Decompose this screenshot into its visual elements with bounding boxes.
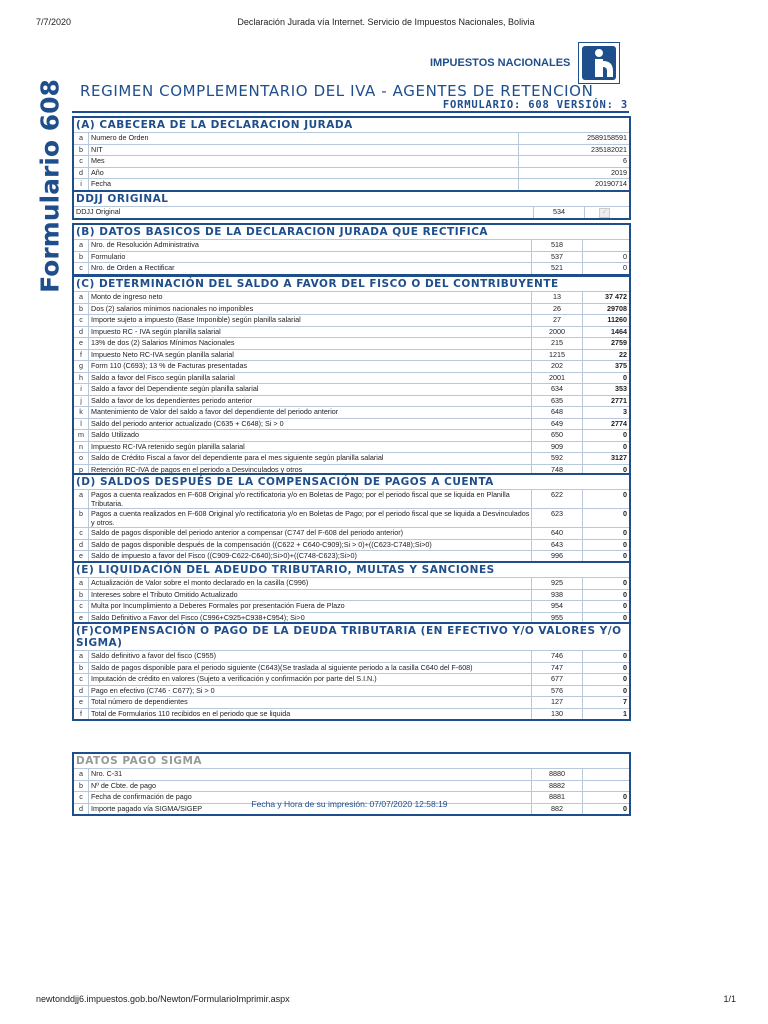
row-letter: a — [79, 578, 83, 587]
row-label: Importe pagado vía SIGMA/SIGEP — [88, 804, 531, 815]
table-row — [74, 178, 629, 190]
section-title: (C) DETERMINACIÓN DEL SALDO A FAVOR DEL FISCO O DEL CONTRIBUYENTE — [76, 278, 559, 290]
row-code: 640 — [531, 528, 582, 539]
table-row — [74, 326, 629, 338]
table-row — [74, 239, 629, 251]
row-letter: e — [79, 612, 83, 622]
table-row — [74, 673, 629, 685]
row-value: 0 — [582, 792, 629, 803]
check-icon: ✓ — [599, 208, 610, 218]
row-label: Importe sujeto a impuesto (Base Imponible) según planilla salarial — [88, 315, 531, 326]
row-code: 648 — [531, 407, 582, 418]
row-label: Intereses sobre el Tributo Omitido Actualizado — [88, 590, 531, 601]
row-value: 20190714 — [518, 179, 629, 190]
row-value: 0 — [582, 373, 629, 384]
row-letter: d — [79, 326, 83, 336]
row-label: Saldo de pagos disponible después de la compensación ((C622 + C640-C909);Si > 0)+((C623-C748);Si>0) — [88, 540, 531, 551]
row-label: Multa por Incumplimiento a Deberes Formales por presentación Fuera de Plazo — [88, 601, 531, 612]
row-code: 996 — [531, 551, 582, 562]
table-row — [74, 155, 629, 167]
row-value: 2019 — [518, 168, 629, 179]
row-label: Retención RC-IVA de pagos en el periodo a Desvinculados y otros — [88, 465, 531, 476]
row-label: Total de Formularios 110 recibidos en el periodo que se liquida — [88, 709, 531, 720]
row-letter: a — [79, 292, 83, 301]
row-code: 27 — [531, 315, 582, 326]
section-a-cabecera — [72, 116, 631, 192]
row-code: 26 — [531, 304, 582, 315]
row-letter: a — [79, 133, 83, 142]
table-row — [74, 291, 629, 303]
row-code: 938 — [531, 590, 582, 601]
row-value: 22 — [582, 350, 629, 361]
row-letter: d — [79, 685, 83, 695]
row-value — [582, 769, 629, 780]
row-value: 0 — [582, 263, 629, 274]
row-value: 0 — [582, 442, 629, 453]
row-label: Saldo a favor del Dependiente según planilla salarial — [88, 384, 531, 395]
row-label: Saldo a favor del Fisco según planilla salarial — [88, 373, 531, 384]
row-value: 0 — [582, 674, 629, 685]
row-code: 8880 — [531, 769, 582, 780]
row-label: Nro. de Orden a Rectificar — [88, 263, 531, 274]
table-row — [74, 508, 629, 527]
row-code: 955 — [531, 613, 582, 624]
row-letter: b — [79, 780, 83, 790]
row-value: 2771 — [582, 396, 629, 407]
section-e-liquidacion — [72, 561, 631, 625]
row-label: Saldo de pagos disponible del periodo anterior a compensar (C747 del F-608 del periodo anterior) — [88, 528, 531, 539]
row-letter: e — [79, 697, 83, 706]
table-row — [74, 360, 629, 372]
row-label: Saldo del periodo anterior actualizado (C635 + C648); Si > 0 — [88, 419, 531, 430]
row-letter: c — [79, 792, 83, 801]
row-code: 1215 — [531, 350, 582, 361]
row-code: 748 — [531, 465, 582, 476]
table-row — [74, 452, 629, 464]
row-letter: b — [79, 144, 83, 154]
row-value: 0 — [582, 804, 629, 815]
row-letter: j — [80, 395, 82, 405]
title-divider — [72, 111, 629, 113]
logo-text: IMPUESTOS NACIONALES — [430, 57, 571, 69]
row-value: 0 — [582, 528, 629, 539]
table-row — [74, 406, 629, 418]
row-label: Formulario — [88, 252, 531, 263]
row-value: 0 — [582, 465, 629, 476]
row-code: 592 — [531, 453, 582, 464]
row-label: Año — [88, 168, 518, 179]
row-letter: i — [80, 179, 82, 188]
table-row — [74, 489, 629, 508]
row-value: 2774 — [582, 419, 629, 430]
table-row — [74, 600, 629, 612]
row-letter: b — [79, 589, 83, 599]
row-code: 537 — [531, 252, 582, 263]
row-letter: c — [79, 601, 83, 610]
row-label: NIT — [88, 145, 518, 156]
row-label: Fecha de confirmación de pago — [88, 792, 531, 803]
table-row — [74, 167, 629, 179]
section-title: DATOS PAGO SIGMA — [76, 755, 203, 767]
row-letter: l — [80, 418, 82, 428]
row-letter: m — [78, 430, 84, 439]
print-title: Declaración Jurada vía Internet. Servicio de Impuestos Nacionales, Bolivia — [237, 17, 535, 27]
row-value — [582, 781, 629, 792]
row-value — [582, 240, 629, 251]
row-label: Saldo definitivo a favor del fisco (C955) — [88, 651, 531, 662]
row-letter: c — [79, 315, 83, 324]
table-row — [74, 696, 629, 708]
row-letter: b — [79, 662, 83, 672]
table-row — [74, 132, 629, 144]
row-value: 0 — [582, 601, 629, 612]
row-value: 0 — [582, 686, 629, 697]
form-vertical-title — [30, 78, 70, 293]
row-code: 649 — [531, 419, 582, 430]
table-row — [74, 577, 629, 589]
row-code: 746 — [531, 651, 582, 662]
in-logo-icon — [578, 42, 620, 84]
row-value: 0 — [582, 252, 629, 263]
row-code: 215 — [531, 338, 582, 349]
row-code: 130 — [531, 709, 582, 720]
row-label: Monto de ingreso neto — [88, 292, 531, 303]
section-f-compensacion — [72, 622, 631, 721]
row-code: 909 — [531, 442, 582, 453]
row-label: Pagos a cuenta realizados en F-608 Original y/o rectificatoria y/o en Boletas de Pago; por el periodo fiscal que se liquida en Planilla Tributaria. — [88, 490, 531, 508]
row-letter: k — [79, 407, 83, 416]
table-row — [74, 539, 629, 551]
row-value: 0 — [582, 551, 629, 562]
section-title: DDJJ ORIGINAL — [76, 193, 169, 205]
row-letter: a — [79, 240, 83, 249]
regimen-title: REGIMEN COMPLEMENTARIO DEL IVA - AGENTES DE RETENCION — [80, 82, 594, 100]
row-code: 882 — [531, 804, 582, 815]
row-label: Total número de dependientes — [88, 697, 531, 708]
row-code: 8882 — [531, 781, 582, 792]
table-row — [74, 685, 629, 697]
table-row — [74, 303, 629, 315]
row-value: 0 — [582, 430, 629, 441]
section-d-saldos — [72, 473, 631, 564]
row-value: 0 — [582, 509, 629, 527]
table-row — [74, 780, 629, 792]
table-row — [74, 441, 629, 453]
table-row — [74, 418, 629, 430]
row-code: 747 — [531, 663, 582, 674]
row-letter: i — [80, 384, 82, 393]
row-label: Nro. de Resolución Administrativa — [88, 240, 531, 251]
table-row — [74, 314, 629, 326]
table-row — [74, 262, 629, 274]
row-value: 375 — [582, 361, 629, 372]
row-label: DDJJ Original — [76, 207, 121, 216]
row-label: Saldo Utilizado — [88, 430, 531, 441]
row-label: Fecha — [88, 179, 518, 190]
row-letter: e — [79, 338, 83, 347]
row-code: 202 — [531, 361, 582, 372]
section-title: (A) CABECERA DE LA DECLARACION JURADA — [76, 119, 353, 131]
row-label: Saldo de pagos disponible para el periodo siguiente (C643)(Se traslada al siguiente periodo a la casilla C640 del F-608) — [88, 663, 531, 674]
row-code: 623 — [531, 509, 582, 527]
table-row — [74, 337, 629, 349]
row-value: 1464 — [582, 327, 629, 338]
table-row — [74, 708, 629, 720]
row-letter: d — [79, 803, 83, 813]
row-value: 37 472 — [582, 292, 629, 303]
row-code: 8881 — [531, 792, 582, 803]
table-row — [74, 144, 629, 156]
table-row — [74, 383, 629, 395]
row-value: 0 — [582, 651, 629, 662]
table-row — [74, 550, 629, 562]
row-label: Mantenimiento de Valor del saldo a favor del dependiente del periodo anterior — [88, 407, 531, 418]
section-ddjj-original — [72, 190, 631, 220]
impuestos-logo — [424, 42, 620, 84]
row-letter: d — [79, 539, 83, 549]
print-timestamp: Fecha y Hora de su impresión: 07/07/2020 12:58:19 — [251, 799, 448, 809]
row-label: Form 110 (C693); 13 % de Facturas presentadas — [88, 361, 531, 372]
row-code: 643 — [531, 540, 582, 551]
row-value: 7 — [582, 697, 629, 708]
row-letter: g — [79, 361, 83, 370]
row-code: 521 — [531, 263, 582, 274]
row-code: 634 — [531, 384, 582, 395]
row-label: Pagos a cuenta realizados en F-608 Original y/o rectificatoria y/o en Boletas de Pago; por el periodo fiscal que se liquida a Desvinculados y otros. — [88, 509, 531, 527]
row-letter: d — [79, 167, 83, 177]
print-date: 7/7/2020 — [36, 17, 72, 27]
row-label: Actualización de Valor sobre el monto declarado en la casilla (C996) — [88, 578, 531, 589]
row-label: Nº de Cbte. de pago — [88, 781, 531, 792]
section-b-rectifica — [72, 223, 631, 276]
table-row — [74, 395, 629, 407]
form-version: FORMULARIO: 608 VERSIÓN: 3 — [442, 99, 628, 111]
row-label: Dos (2) salarios mínimos nacionales no imponibles — [88, 304, 531, 315]
row-label: Impuesto RC-IVA retenido según planilla salarial — [88, 442, 531, 453]
row-letter: o — [79, 453, 83, 462]
row-label: 13% de dos (2) Salarios Mínimos Nacionales — [88, 338, 531, 349]
section-c-determinacion — [72, 275, 631, 477]
row-code: 13 — [531, 292, 582, 303]
row-value: 3127 — [582, 453, 629, 464]
section-title: (B) DATOS BASICOS DE LA DECLARACION JURADA QUE RECTIFICA — [76, 226, 489, 238]
row-value: 11260 — [582, 315, 629, 326]
table-row — [74, 589, 629, 601]
row-value: 6 — [518, 156, 629, 167]
row-value: 3 — [582, 407, 629, 418]
row-value: 0 — [582, 590, 629, 601]
table-row — [74, 429, 629, 441]
ddjj-original-row — [74, 206, 629, 218]
row-code: 534 — [533, 207, 584, 218]
row-value: 0 — [582, 578, 629, 589]
row-value: 29708 — [582, 304, 629, 315]
row-value: 2589158591 — [518, 133, 629, 144]
row-letter: a — [79, 651, 83, 660]
row-value: 0 — [582, 613, 629, 624]
section-title: (F)COMPENSACIÓN O PAGO DE LA DEUDA TRIBUTARIA (EN EFECTIVO Y/O VALORES Y/O SIGMA) — [76, 625, 622, 649]
row-letter: a — [79, 490, 83, 499]
row-letter: c — [79, 156, 83, 165]
table-row — [74, 372, 629, 384]
row-code: 925 — [531, 578, 582, 589]
row-letter: n — [79, 441, 83, 451]
row-code: 954 — [531, 601, 582, 612]
table-row — [74, 768, 629, 780]
row-code: 2000 — [531, 327, 582, 338]
row-value: 0 — [582, 490, 629, 508]
row-value: 2759 — [582, 338, 629, 349]
page-number: 1/1 — [723, 994, 736, 1004]
section-title: (D) SALDOS DESPUÉS DE LA COMPENSACIÓN DE PAGOS A CUENTA — [76, 476, 494, 488]
row-label: Saldo a favor de los dependientes periodo anterior — [88, 396, 531, 407]
row-letter: h — [79, 372, 83, 382]
row-value: 235182021 — [518, 145, 629, 156]
row-code: 127 — [531, 697, 582, 708]
row-letter: b — [79, 509, 83, 518]
print-url: newtonddjj6.impuestos.gob.bo/Newton/FormularioImprimir.aspx — [36, 994, 290, 1004]
row-value: 0 — [582, 663, 629, 674]
row-label: Nro. C-31 — [88, 769, 531, 780]
row-letter: c — [79, 263, 83, 272]
row-code: 622 — [531, 490, 582, 508]
row-label: Impuesto Neto RC-IVA según planilla salarial — [88, 350, 531, 361]
row-code: 650 — [531, 430, 582, 441]
row-letter: f — [80, 708, 82, 718]
table-row — [74, 662, 629, 674]
row-label: Mes — [88, 156, 518, 167]
row-label: Saldo Definitivo a Favor del Fisco (C996+C925+C938+C954); Si>0 — [88, 613, 531, 624]
row-code: 576 — [531, 686, 582, 697]
row-code: 518 — [531, 240, 582, 251]
row-label: Imputación de crédito en valores (Sujeto a verificación y confirmación por parte del S.I.N.) — [88, 674, 531, 685]
row-letter: c — [79, 528, 83, 537]
row-value: 0 — [582, 540, 629, 551]
vertical-title-text: Formulario 608 — [35, 78, 65, 293]
row-value: 1 — [582, 709, 629, 720]
row-code: 635 — [531, 396, 582, 407]
row-letter: e — [79, 551, 83, 560]
table-row — [74, 527, 629, 539]
row-label: Impuesto RC - IVA según planilla salarial — [88, 327, 531, 338]
row-letter: b — [79, 251, 83, 261]
row-code: 677 — [531, 674, 582, 685]
table-row — [74, 349, 629, 361]
row-code: 2001 — [531, 373, 582, 384]
table-row — [74, 251, 629, 263]
row-label: Pago en efectivo (C746 - C677); Si > 0 — [88, 686, 531, 697]
row-value: 353 — [582, 384, 629, 395]
row-label: Numero de Orden — [88, 133, 518, 144]
row-label: Saldo de Crédito Fiscal a favor del dependiente para el mes siguiente según planilla salarial — [88, 453, 531, 464]
table-row — [74, 650, 629, 662]
section-title: (E) LIQUIDACIÓN DEL ADEUDO TRIBUTARIO, MULTAS Y SANCIONES — [76, 564, 495, 576]
ddjj-original-checkbox[interactable] — [584, 207, 629, 218]
row-label: Saldo de impuesto a favor del Fisco ((C909-C622-C640);Si>0)+((C748-C623);Si>0) — [88, 551, 531, 562]
row-letter: p — [79, 464, 83, 474]
row-letter: b — [79, 303, 83, 313]
row-letter: f — [80, 349, 82, 359]
row-letter: a — [79, 769, 83, 778]
row-letter: c — [79, 674, 83, 683]
